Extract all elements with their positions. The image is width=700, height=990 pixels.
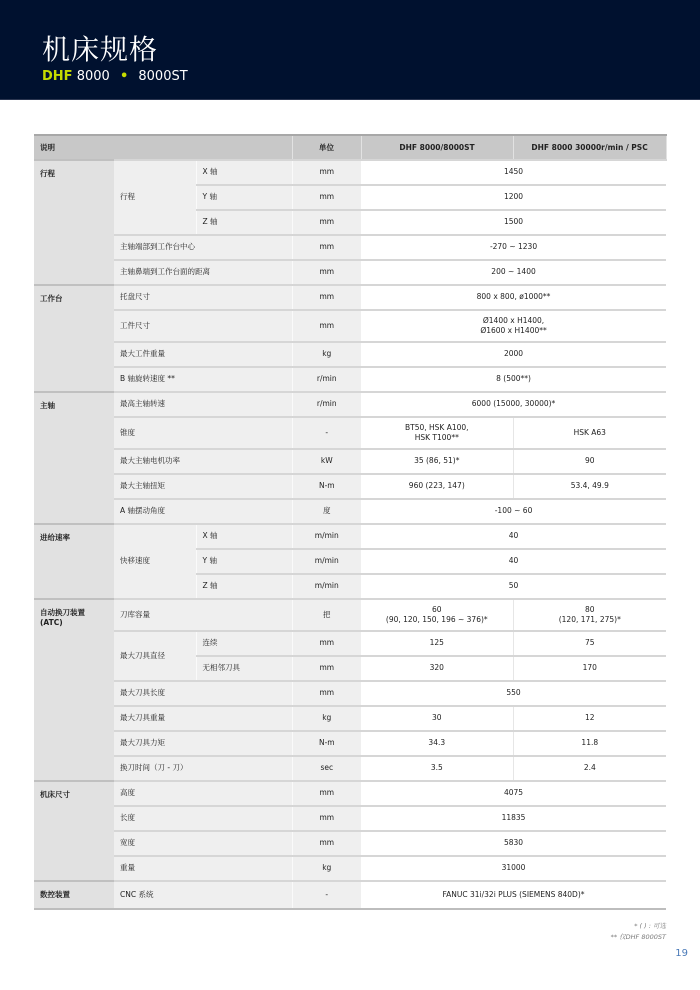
unit-cell: m/min (292, 549, 361, 574)
table-row (34, 681, 666, 706)
value-cell-b: 170 (513, 656, 666, 681)
table-row (34, 367, 666, 392)
value-cell: -100 ~ 60 (361, 499, 666, 524)
footnotes (611, 921, 666, 943)
unit-cell: m/min (292, 524, 361, 549)
row-label: B 轴旋转速度 ** (114, 367, 292, 392)
value-cell-a: 320 (361, 656, 513, 681)
value-cell-b: 75 (513, 631, 666, 656)
sub-label: 无相邻刀具 (196, 656, 292, 681)
value-line: Ø1400 x H1400, (482, 315, 545, 325)
table-row (34, 831, 666, 856)
header-banner (0, 0, 700, 100)
unit-cell: mm (292, 310, 361, 342)
table-row (34, 781, 666, 806)
unit-cell: mm (292, 285, 361, 310)
table-row (34, 756, 666, 781)
table-row (34, 285, 666, 310)
unit-cell: mm (292, 160, 361, 185)
unit-cell: kg (292, 706, 361, 731)
value-cell: -270 ~ 1230 (361, 235, 666, 260)
unit-cell: mm (292, 185, 361, 210)
value-cell-a: 34.3 (361, 731, 513, 756)
axis-label: X 轴 (196, 524, 292, 549)
row-label: 宽度 (114, 831, 292, 856)
unit-cell: mm (292, 631, 361, 656)
unit-cell: mm (292, 260, 361, 285)
unit-cell: mm (292, 806, 361, 831)
table-row (34, 731, 666, 756)
spec-table-body (34, 134, 667, 910)
value-cell: 550 (361, 681, 666, 706)
col-header-unit: 单位 (292, 135, 361, 160)
unit-cell: mm (292, 235, 361, 260)
value-cell: 1450 (361, 160, 666, 185)
value-cell: 200 ~ 1400 (361, 260, 666, 285)
table-row (34, 631, 666, 656)
tool-diameter-group-label: 最大刀具直径 (114, 631, 196, 681)
value-cell: 4075 (361, 781, 666, 806)
row-label: 最大主轴扭矩 (114, 474, 292, 499)
table-row (34, 599, 666, 631)
page-number: 19 (675, 948, 688, 959)
value-cell-b: 90 (513, 449, 666, 474)
axis-label: Z 轴 (196, 210, 292, 235)
section-spindle: 主轴 (34, 392, 114, 524)
table-row (34, 881, 666, 909)
model-8000st: 8000ST (138, 69, 188, 84)
section-travel: 行程 (34, 160, 114, 285)
value-cell: 40 (361, 549, 666, 574)
row-label: 重量 (114, 856, 292, 881)
sub-label: 连续 (196, 631, 292, 656)
value-cell-b: 2.4 (513, 756, 666, 781)
feed-group-label: 快移速度 (114, 524, 196, 599)
table-row (34, 806, 666, 831)
value-cell-a: 960 (223, 147) (361, 474, 513, 499)
col-header-model-b: DHF 8000 30000r/min / PSC (513, 135, 666, 160)
value-cell: FANUC 31i/32i PLUS (SIEMENS 840D)* (361, 881, 666, 909)
value-cell-b: 53.4, 49.9 (513, 474, 666, 499)
unit-cell: - (292, 417, 361, 449)
table-row (34, 474, 666, 499)
table-row (34, 342, 666, 367)
value-line: (90, 120, 150, 196 ~ 376)* (385, 615, 488, 624)
table-row (34, 392, 666, 417)
page-title: 机床规格 (42, 33, 159, 66)
axis-label: Z 轴 (196, 574, 292, 599)
row-label: 最大刀具重量 (114, 706, 292, 731)
unit-cell: kg (292, 342, 361, 367)
value-cell-b: 11.8 (513, 731, 666, 756)
row-label: 托盘尺寸 (114, 285, 292, 310)
row-label: 主轴端部到工作台中心 (114, 235, 292, 260)
unit-cell: m/min (292, 574, 361, 599)
unit-cell: r/min (292, 367, 361, 392)
value-cell: 1500 (361, 210, 666, 235)
table-row (34, 235, 666, 260)
unit-cell: mm (292, 831, 361, 856)
brand-label: DHF (42, 69, 73, 84)
unit-cell: mm (292, 656, 361, 681)
table-row (34, 260, 666, 285)
value-cell-a (361, 599, 513, 631)
value-line: (120, 171, 275)* (558, 615, 621, 624)
value-cell-a: 35 (86, 51)* (361, 449, 513, 474)
row-label: A 轴摆动角度 (114, 499, 292, 524)
row-label: 刀库容量 (114, 599, 292, 631)
value-cell-a: 3.5 (361, 756, 513, 781)
unit-cell: r/min (292, 392, 361, 417)
unit-cell: N-m (292, 731, 361, 756)
row-label: 最大刀具长度 (114, 681, 292, 706)
value-cell: 8 (500**) (361, 367, 666, 392)
row-label: 高度 (114, 781, 292, 806)
unit-cell: N-m (292, 474, 361, 499)
row-label: 最高主轴转速 (114, 392, 292, 417)
unit-cell: kg (292, 856, 361, 881)
separator-dot: • (119, 69, 129, 84)
footnote-8000st-only: ** 仅DHF 8000ST (610, 933, 666, 941)
value-cell: 2000 (361, 342, 666, 367)
value-cell: 50 (361, 574, 666, 599)
row-label: 主轴鼻端到工作台面的距离 (114, 260, 292, 285)
axis-label: Y 轴 (196, 185, 292, 210)
row-label: 最大刀具力矩 (114, 731, 292, 756)
row-label: CNC 系统 (114, 881, 292, 909)
table-row (34, 856, 666, 881)
unit-cell: kW (292, 449, 361, 474)
model-subtitle (42, 69, 188, 84)
table-row (34, 310, 666, 342)
value-cell-a: 125 (361, 631, 513, 656)
table-row (34, 160, 666, 185)
section-cnc: 数控装置 (34, 881, 114, 909)
table-row (34, 449, 666, 474)
row-label: 最大主轴电机功率 (114, 449, 292, 474)
axis-label: Y 轴 (196, 549, 292, 574)
row-label: 工件尺寸 (114, 310, 292, 342)
table-row (34, 417, 666, 449)
col-header-description: 说明 (34, 135, 292, 160)
value-cell: 11835 (361, 806, 666, 831)
unit-cell: mm (292, 781, 361, 806)
section-atc: 自动换刀装置 (ATC) (34, 599, 114, 781)
section-feed: 进给速率 (34, 524, 114, 599)
model-8000: 8000 (76, 69, 110, 84)
row-label: 换刀时间（刀 - 刀） (114, 756, 292, 781)
unit-cell: 度 (292, 499, 361, 524)
unit-cell: 把 (292, 599, 361, 631)
table-row (34, 706, 666, 731)
col-header-model-a: DHF 8000/8000ST (361, 135, 513, 160)
value-line: Ø1600 x H1400** (480, 326, 547, 335)
value-cell-b: HSK A63 (513, 417, 666, 449)
value-cell-b: 12 (513, 706, 666, 731)
row-label: 最大工件重量 (114, 342, 292, 367)
value-line: HSK T100** (414, 433, 459, 442)
table-header-row (34, 135, 666, 160)
table-row (34, 524, 666, 549)
section-worktable: 工作台 (34, 285, 114, 392)
value-cell-a: 30 (361, 706, 513, 731)
value-line: 60 (432, 604, 442, 614)
value-cell: 6000 (15000, 30000)* (361, 392, 666, 417)
unit-cell: sec (292, 756, 361, 781)
row-label: 锥度 (114, 417, 292, 449)
section-dimensions: 机床尺寸 (34, 781, 114, 881)
value-cell (361, 310, 666, 342)
value-cell: 800 x 800, ø1000** (361, 285, 666, 310)
value-cell: 31000 (361, 856, 666, 881)
value-cell: 1200 (361, 185, 666, 210)
value-cell-b (513, 599, 666, 631)
value-cell: 40 (361, 524, 666, 549)
axis-label: X 轴 (196, 160, 292, 185)
unit-cell: mm (292, 681, 361, 706)
travel-group-label: 行程 (114, 160, 196, 235)
value-cell-a (361, 417, 513, 449)
unit-cell: - (292, 881, 361, 909)
table-row (34, 499, 666, 524)
unit-cell: mm (292, 210, 361, 235)
value-cell: 5830 (361, 831, 666, 856)
footnote-optional: * ( ) : 可选 (634, 922, 666, 930)
row-label: 长度 (114, 806, 292, 831)
value-line: 80 (585, 604, 595, 614)
value-line: BT50, HSK A100, (404, 422, 469, 432)
